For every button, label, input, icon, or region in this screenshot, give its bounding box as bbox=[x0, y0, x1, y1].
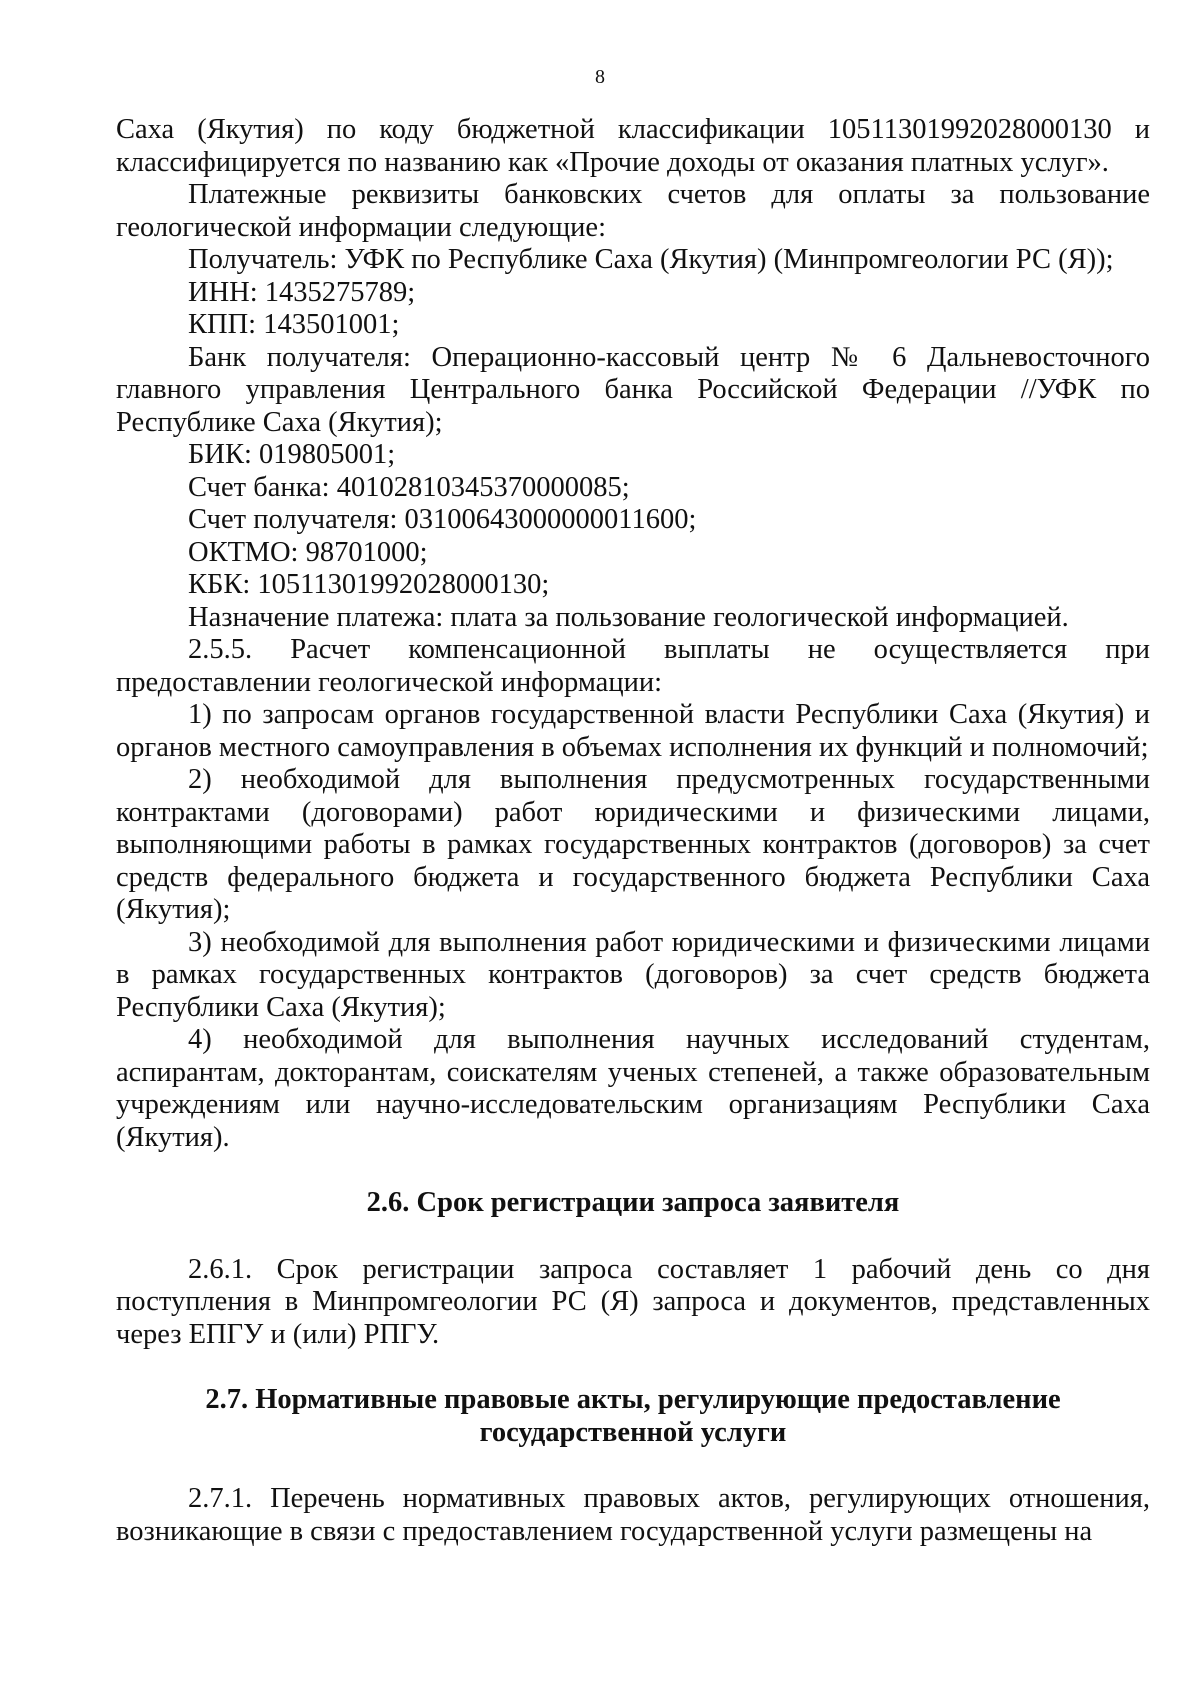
paragraph: 2.6.1. Срок регистрации запроса составляет 1 рабочий день со дня поступления в Минпромгеологии РС (Я) запроса и документов, представленных через ЕПГУ и (или) РПГУ. bbox=[116, 1253, 1150, 1350]
payment-purpose: Назначение платежа: плата за пользование геологической информацией. bbox=[188, 601, 1069, 633]
payment-kbk: КБК: 10511301992028000130; bbox=[188, 569, 550, 600]
list-item: 1) по запросам органов государственной власти Республики Саха (Якутия) и органов местного самоуправления в объемах исполнения их функций и полномочий; bbox=[116, 699, 1150, 763]
section-heading bbox=[116, 1384, 1150, 1449]
list-item: 2) необходимой для выполнения предусмотренных государственными контрактами (договорами) работ юридическими и физическими лицами, выполняющими работы в рамках государственных контрактов (договоров) за счет средств федерального бюджета и государственного бюджета Республики Саха (Якутия); bbox=[116, 764, 1150, 925]
page-number: 8 bbox=[595, 66, 605, 88]
paragraph: Саха (Якутия) по коду бюджетной классификации 10511301992028000130 и классифицируется по названию как «Прочие доходы от оказания платных услуг». bbox=[116, 114, 1150, 178]
list-item: 3) необходимой для выполнения работ юридическими и физическими лицами в рамках государственных контрактов (договоров) за счет средств бюджета Республики Саха (Якутия); bbox=[116, 926, 1150, 1023]
paragraph: 2.5.5. Расчет компенсационной выплаты не осуществляется при предоставлении геологической информации: bbox=[116, 634, 1150, 698]
document-body bbox=[116, 114, 1150, 1548]
payment-recipient: Получатель: УФК по Республике Саха (Якутия) (Минпромгеологии РС (Я)); bbox=[188, 244, 1114, 275]
payment-kpp: КПП: 143501001; bbox=[188, 309, 400, 340]
paragraph: Платежные реквизиты банковских счетов для оплаты за пользование геологической информации следующие: bbox=[116, 179, 1150, 243]
paragraph: 2.7.1. Перечень нормативных правовых актов, регулирующих отношения, возникающие в связи с предоставлением государственной услуги размещены на bbox=[116, 1483, 1150, 1547]
payment-recipient-account: Счет получателя: 03100643000000011600; bbox=[188, 504, 697, 535]
payment-bank-account: Счет банка: 40102810345370000085; bbox=[188, 471, 630, 503]
payment-bank: Банк получателя: Операционно-кассовый центр № 6 Дальневосточного главного управления Центрального банка Российской Федерации //УФК по Республике Саха (Якутия); bbox=[116, 341, 1150, 438]
section-heading-line: 2.7. Нормативные правовые акты, регулирующие предоставление bbox=[205, 1384, 1061, 1415]
section-heading: 2.6. Срок регистрации запроса заявителя bbox=[366, 1187, 900, 1218]
section-heading-line: государственной услуги bbox=[479, 1416, 787, 1448]
payment-inn: ИНН: 1435275789; bbox=[188, 276, 416, 308]
list-item: 4) необходимой для выполнения научных исследований студентам, аспирантам, докторантам, соискателям ученых степеней, а также образовательным учреждениям или научно-исследовательским организациям Республики Саха (Якутия). bbox=[116, 1024, 1150, 1153]
payment-bik: БИК: 019805001; bbox=[188, 439, 396, 470]
payment-oktmo: ОКТМО: 98701000; bbox=[188, 536, 428, 568]
